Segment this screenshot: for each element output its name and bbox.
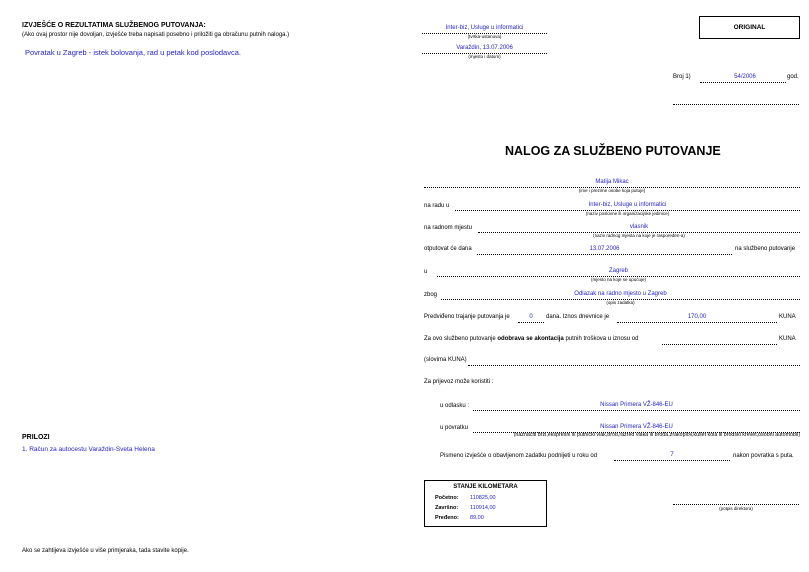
issuer-place-date-caption: (mjesto i datum) xyxy=(468,54,501,59)
km-label-start: Početno: xyxy=(435,495,459,501)
position-caption: (naziv radnog mjesta na koje je raspoređen-a) xyxy=(593,233,685,238)
radno-mjesto-label: na radnom mjestu xyxy=(424,225,473,231)
km-label-end: Završno: xyxy=(435,505,459,511)
izvjesce-label: Pismeno izvješće o obavljenom zadatku podnijeti u roku od xyxy=(440,453,598,459)
page-title: NALOG ZA SLUŽBENO PUTOVANJE xyxy=(505,144,721,158)
departure-date[interactable]: 13.07.2006 xyxy=(589,246,620,252)
prijevoz-label: Za prijevoz može koristiti : xyxy=(424,379,494,385)
broj-extra-line xyxy=(673,104,799,105)
u-label: u xyxy=(424,269,428,275)
otputovat-label: otputovat će dana xyxy=(424,246,472,252)
report-heading: IZVJEŠĆE O REZULTATIMA SLUŽBENOG PUTOVANJA: xyxy=(22,22,206,29)
nakon-label: nakon povratka s puta. xyxy=(733,453,794,459)
trajanje-label: Predviđeno trajanje putovanja je xyxy=(424,314,510,320)
position-value[interactable]: vlasnik xyxy=(629,224,649,230)
reason-value[interactable]: Odlazak na radno mjesto u Zagreb xyxy=(574,291,667,297)
km-title: STANJE KILOMETARA xyxy=(453,484,518,490)
broj-line xyxy=(700,82,786,83)
na-sluzbeno-label: na službeno putovanje xyxy=(735,246,796,252)
per-diem-value[interactable]: 170,00 xyxy=(687,314,707,320)
original-label: ORIGINAL xyxy=(733,24,766,31)
km-value-driven[interactable]: 89,00 xyxy=(470,515,484,521)
employee-name[interactable]: Matija Mikac xyxy=(595,179,629,185)
km-box xyxy=(424,480,547,527)
issuer-company-caption: (tvrtka-ustanova) xyxy=(467,34,502,39)
vehicle-out-value[interactable]: Nissan Primera VŽ-846-EU xyxy=(600,402,673,408)
vehicle-out-line xyxy=(473,410,800,411)
broj-suffix: god. xyxy=(787,74,799,80)
report-instruction: (Ako ovaj prostor nije dovoljan, izvješće treba napisati posebno i priložiti ga obračunu putnih naloga.) xyxy=(22,32,290,38)
dana-label: dana. Iznos dnevnice je xyxy=(546,314,610,320)
km-value-end[interactable]: 110914,00 xyxy=(470,505,496,511)
kuna-label-2: KUNA xyxy=(779,336,796,342)
workplace-caption: (naziv poslovne ili organizacijske jedinice) xyxy=(585,211,670,216)
departure-line xyxy=(477,254,732,255)
akontacija-bold: odobrava se akontacija xyxy=(497,336,564,342)
povratku-label: u povratku xyxy=(440,425,469,431)
report-text[interactable]: Povratak u Zagreb - istek bolovanja, rad u petak kod poslodavca. xyxy=(25,48,241,57)
na-radu-label: na radu u xyxy=(424,203,450,209)
days-value[interactable]: 0 xyxy=(529,314,533,320)
employee-caption: (ime i prezime osobe koja putuje) xyxy=(578,188,646,193)
odlasku-label: u odlasku : xyxy=(440,403,470,409)
akontacija-post: putnih troškova u iznosu od xyxy=(565,336,639,342)
broj-label: Broj 1) xyxy=(673,74,691,80)
issuer-place-date[interactable]: Varaždin, 13.07.2006 xyxy=(456,45,513,51)
issuer-company[interactable]: Inter-biz, Usluge u informatici xyxy=(445,25,524,31)
workplace-value[interactable]: Inter-biz, Usluge u informatici xyxy=(588,202,667,208)
akontacija-line-text xyxy=(424,336,638,342)
report-days-value[interactable]: 7 xyxy=(670,452,674,458)
signature-caption: (potpis direktora) xyxy=(719,506,753,511)
slovima-label: (slovima KUNA) xyxy=(424,357,467,363)
days-line xyxy=(518,322,544,323)
vehicle-back-value[interactable]: Nissan Primera VŽ-846-EU xyxy=(600,424,673,430)
prilozi-item[interactable]: 1. Račun za autocestu Varaždin-Sveta Helena xyxy=(22,446,155,453)
per-diem-line xyxy=(617,322,777,323)
advance-amount-field[interactable] xyxy=(662,344,777,345)
kuna-label: KUNA xyxy=(779,314,796,320)
destination-value[interactable]: Zagreb xyxy=(608,268,628,274)
prilozi-heading: PRILOZI xyxy=(22,434,50,441)
akontacija-pre: Za ovo službeno putovanje xyxy=(424,336,496,342)
broj-value[interactable]: 54/2006 xyxy=(734,74,756,80)
reason-caption: (opis zadatka) xyxy=(606,300,635,305)
vehicle-caption: (naznačiti brzi,ekspresni ili putnički vlak,brod,razred vlaka ili broda,zrakoplov,kušet kola ili brodski krevet,osobni automobil) xyxy=(513,432,800,438)
destination-caption: (mjesto na koje se upućuje) xyxy=(590,277,647,282)
original-box xyxy=(699,16,800,39)
report-days-line xyxy=(614,460,730,461)
signature-line[interactable] xyxy=(673,504,799,505)
km-label-driven: Pređeno: xyxy=(435,515,459,521)
km-value-start[interactable]: 110825,00 xyxy=(470,495,496,501)
footer-note: Ako se zahtijeva izvješće u više primjeraka, tada stavite kopije. xyxy=(22,548,189,554)
amount-words-field[interactable] xyxy=(468,365,800,366)
zbog-label: zbog xyxy=(424,292,438,298)
